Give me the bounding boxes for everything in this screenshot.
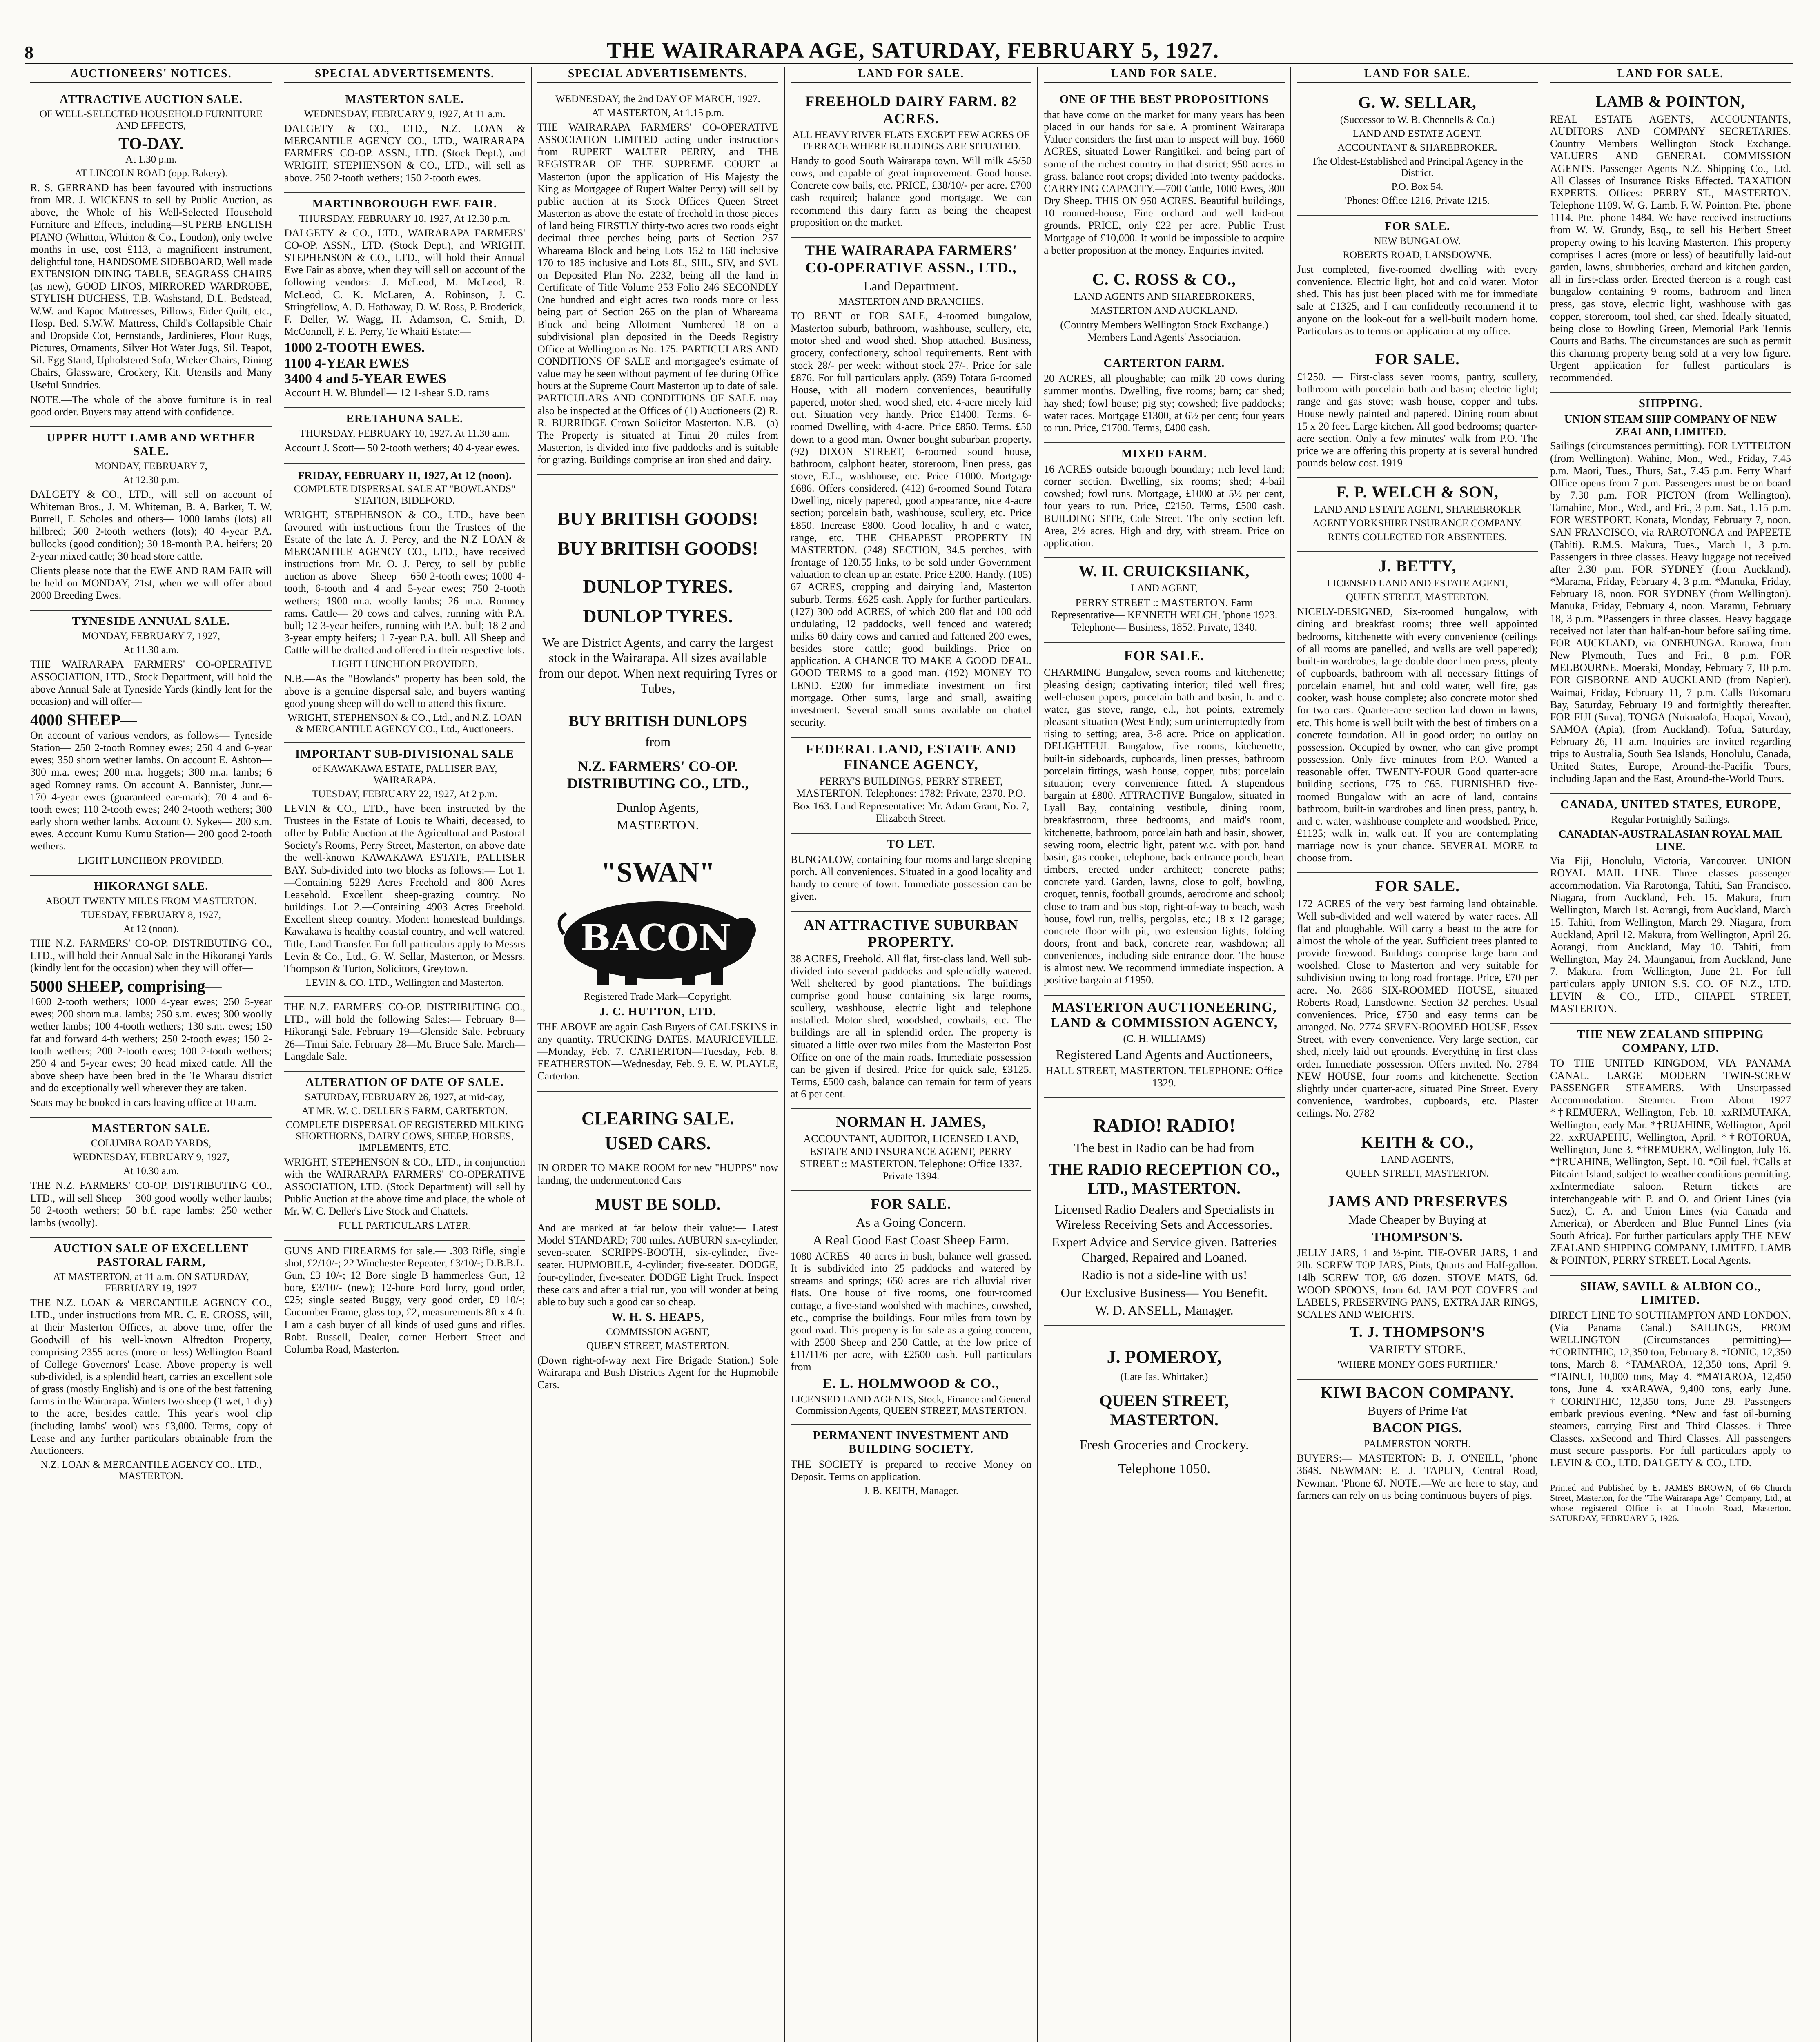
company-name: E. L. HOLMWOOD & CO., [822,1375,1000,1391]
ad-note: N.B.—As the "Bowlands" property has been sold, the above is a genuine dispersal sale, and buyers wanting good young sheep will do well to attend this fixture. [284,673,525,709]
ad-title: KIWI BACON COMPANY. [1321,1384,1514,1402]
ad-line: Licensed Radio Dealers and Specialists in Wireless Receiving Sets and Accessories. [1054,1202,1274,1232]
ad-line: LAND AND ESTATE AGENT, [1352,128,1482,139]
ad-title: AUCTION SALE OF EXCELLENT PASTORAL FARM, [53,1242,249,1269]
ad-date: WEDNESDAY, FEBRUARY 9, 1927, At 11 a.m. [304,109,506,120]
ad-body: TO RENT or FOR SALE, 4-roomed bungalow, Masterton suburb, bathroom, washhouse, scullery, etc, motor shed and wood shed. Shop attached. Business, grocery, confectionery, school requirements. Rent with stock 28/- per week; without stock 27/-. Price for sale £876. For full particulars apply. (359) Totara 6-roomed House, with all modern conveniences, beautifully papered, motor shed, wood shed, etc. 4-acre nicely laid out. Situation very handy. Price £1400. Terms. 6-roomed Dwelling, with 4-acre. Price £850. Terms. £50 down to a good man. Owner bought suburban property. (92) DIXON STREET, 6-roomed sound house, bathroom, calphont heater, storeroom, linen press, gas stove, E.L., washhouse, etc. Price £1000. Mortgage £686. Offers considered. (412) 6-roomed Sound Totara Dwelling, nicely papered, good appearance, nice 4-acre section; porcelain bath, washhouse, scullery, etc. Price £850. Increase £800. Good locality, h and c water, range, etc. THE CHEAPEST PROPERTY IN MASTERTON. (248) SECTION, 34.5 perches, with frontage of 120.55 links, to be sold under Government valuation to clean up an estate. Price £200. Handy. (105) 67 ACRES, cropping and dairying land, Masterton suburb. Terms. £625 cash. Apply for further particulars. (127) 300 odd ACRES, of which 200 flat and 100 odd undulating, 12 paddocks, well fenced and watered; milks 60 dairy cows and carried and fattened 200 ewes, besides store cattle; good buildings. Price on application. A CHANCE TO MAKE A GOOD DEAL. GOOD TERMS to a good man. (192) MONEY TO LEND. £200 for immediate investment on first mortgage. Other sums, large and small, awaiting investment. Several small sums available on chattel security. [791,310,1031,729]
bacon-logo-text: BACON [580,916,731,959]
ad-masterton-sale-2 [284,89,525,193]
ad-body: THE ABOVE are again Cash Buyers of CALFSKINS in any quantity. TRUCKING DATES. MAURICEVILLE.—Monday, Feb. 7. CARTERTON—Tuesday, Feb. 8. FEATHERSTON—Wednesday, Feb. 9. E. W. PLAYLE, Carterton. [537,1021,778,1082]
ad-date: MONDAY, FEBRUARY 7, [95,460,207,472]
ad-wairarapa-farmers-land [791,238,1031,738]
ad-title: TYNESIDE ANNUAL SALE. [72,615,230,628]
ad-body: 20 ACRES, all ploughable; can milk 20 cows during summer months. Dwelling, five rooms; barn; car shed; hay shed; fowl house; pig sty; cowshed; five paddocks; water races. Mortgage £1300, at 6½ per cent; four years to run. Price, £1700. Terms, £400 cash. [1044,372,1285,434]
ad-nz-shipping-company [1550,1024,1791,1276]
ad-line: Telephone 1050. [1118,1461,1211,1476]
column-heading: SPECIAL ADVERTISEMENTS. [284,67,525,83]
ad-subtitle-2: COMPLETE DISPERSAL OF REGISTERED MILKING SHORTHORNS, DAIRY COWS, SHEEP, HORSES, IMPLEMENTS, ETC. [285,1119,524,1153]
ad-body: We are District Agents, and carry the largest stock in the Wairarapa. All sizes available from our depot. When next requiring Tyres or Tubes, [538,635,777,696]
ad-line: 'WHERE MONEY GOES FURTHER.' [1337,1359,1497,1371]
ad-subtitle-2: CANADIAN-AUSTRALASIAN ROYAL MAIL LINE. [1558,827,1783,853]
ad-subtitle-3: RENTS COLLECTED FOR ABSENTEES. [1328,532,1507,543]
ad-body: CHARMING Bungalow, seven rooms and kitchenette; pleasing design; captivating interior; tiled well fires; well-chosen papers, porcelain bath and basin, h. and c. water, gas stove, range, e.l., hot points, extremely pleasant situation (West End); sum uninterruptedly from rising to setting; area, 3-8 acre. Price on application. DELIGHTFUL Bungalow, five rooms, kitchenette, built-in sideboards, cupboards, linen presses, bathroom porcelain fittings, wash house, copper, tubs; porcelain situation; every convenience fitted. A stupendous bargain at £800. ATTRACTIVE Bungalow, situated in Lyall Bay, containing vestibule, dining room, breakfastroom, three bedrooms, and maid's room, kitchenette, bathroom, porcelain bath and basin, shower, sewing room, electric light, patent w.c. with por. hand basin, gas cooker, telephone, back entrance porch, heart timbers, erected under architect; concrete paths; concrete yard. Garden, lawns, close to golf, bowling, croquet, tennis, football grounds, aerodrome and school; close to tram and bus stop, right-of-way to beach, wash house, fowl run, trellis, pergolas, etc.; 18 x 12 garage; concrete floor with pit, two extension lights, folding doors, front and back, concrete rear, washdown; all conveniences, including side entrance door. The house is almost new. We recommend immediate inspection. A positive bargain at £1950. [1044,666,1285,986]
ad-subtitle: UNION STEAM SHIP COMPANY OF NEW ZEALAND, LIMITED. [1564,413,1777,438]
ad-body: 1080 ACRES—40 acres in bush, balance well grassed. It is subdivided into 25 paddocks and watered by streams and springs; 650 acres are rich alluvial river flats. One house of five rooms, one four-roomed cottage, a five-stand woolshed with machines, cowshed, etc., comprise the buildings. Four miles from town by good road. This property is for sale as a going concern, with 2500 Sheep and 250 Cattle, at the low price of £11/11/6 per acre, with £2500 cash. Full particulars from [791,1250,1031,1373]
ad-line: ACCOUNTANT & SHAREBROKER. [1337,142,1497,153]
newspaper-title: THE WAIRARAPA AGE, SATURDAY, FEBRUARY 5, 1927. [606,38,1220,62]
ad-note: Seats may be booked in cars leaving office at 10 a.m. [30,1097,257,1109]
ad-body: 16 ACRES outside borough boundary; rich level land; corner section. Dwelling, six rooms; shed; 4-bail cowshed; fowl runs. Mortgage, £1000 at 5½ per cent, four years to run. Price, £2150. Terms, £500 cash. BUILDING SITE, Cole Street. The only section left. Area, 2½ acres. High and dry, with stream. Price on application. [1044,463,1285,549]
ad-cruickshank [1044,558,1285,642]
company-name: J. C. HUTTON, LTD. [599,1005,717,1018]
ad-title: FOR SALE. [1384,220,1450,233]
ad-body: JELLY JARS, 1 and ½-pint. TIE-OVER JARS, 1 and 2lb. SCREW TOP JARS, Pints, Quarts and Half-gallon. 14lb SCREW TOP, 6/6 dozen. STOVE MATS, 6d. WOOD SPOONS, from 6d. JAM POT COVERS and LABELS, PRESERVING PANS, EXTRA JAR RINGS, SCALES AND WEIGHTS. [1297,1247,1538,1321]
ad-body: PERRY STREET :: MASTERTON. Farm Representative— KENNETH WELCH, 'phone 1923. Telephone— Business, 1852. Private, 1340. [1051,597,1278,633]
ad-title: FREEHOLD DAIRY FARM. 82 ACRES. [805,93,1017,127]
ad-body: REAL ESTATE AGENTS, ACCOUNTANTS, AUDITORS AND COMPANY SECRETARIES. Country Members Wellington Stock Exchange. VALUERS AND GENERAL COMMISSION AGENTS. Passenger Agents N.Z. Shipping Co., Ltd. All Classes of Insurance Risks Effected. TAXATION EXPERTS. Offices: PERRY ST., MASTERTON. Telephone 1109. W. G. Lamb. F. W. Pointon. Pte. 'phone 1114. Pte. 'phone 1484. We have received instructions from W. W. Grundy, Esq., to sell his Herbert Street property owing to his leaving Masterton. This property comprises 1 acres (more or less) of beautifully laid-out garden, lawns, shrubberies, orchard and kitchen garden, all in first-class order. Erected thereon is a rough cast bungalow containing 9 rooms, bathroom and linen press, gas stove, electric light, washhouse with gas copper, storeroom, tool shed, car shed. Ideally situated, being close to Bowling Green, Memorial Park Tennis Courts and Baths. The circumstances are such as permit this charming property being sold at a very low figure. Urgent application for fullest particulars is recommended. [1550,113,1791,384]
ad-body: LEVIN & CO., LTD., have been instructed by the Trustees in the Estate of Louis te Whaiti, deceased, to offer by Public Auction at the Agricultural and Pastoral Society's Rooms, Perry Street, Masterton, on above date the well-known KAWAKAWA ESTATE, PALLISER BAY. Sub-divided into two blocks as follows:— Lot 1.—Containing 5229 Acres Freehold and 800 Acres Leasehold. Excellent sheep-grazing country. No buildings. Lot 2.—Containing 4903 Acres Freehold. Excellent sheep country. Modern homestead buildings. Kawakawa is healthy coastal country, and well watered. Title, Land Transfer. For full particulars apply to Messrs Levin & Co., Ltd., G. W. Sellar, Masterton, or Messrs. Thompson & Turton, Solicitors, Greytown. [284,802,525,974]
ad-seven-rooms [1297,346,1538,478]
ad-shaw-savill [1550,1276,1791,1478]
ad-bowlands-dispersal [284,464,525,743]
ad-pomeroy-groceries [1044,1326,1285,1485]
ad-signature: N.Z. LOAN & MERCANTILE AGENCY CO., LTD., MASTERTON. [40,1459,262,1482]
ad-body: BUYERS:— MASTERTON: B. J. O'NEILL, 'phone 364S. NEWMAN: E. J. TAPLIN, Central Road, Newman. 'Phone 6J. NOTE.—We are here to stay, and farmers can rely on us being continuous buyers of pigs. [1297,1452,1538,1501]
ad-title: W. H. CRUICKSHANK, [1078,563,1250,580]
ad-eretahuna-sale [284,408,525,463]
ad-date: AT MASTERTON, at 11 a.m. ON SATURDAY, FEBRUARY 19, 1927 [53,1271,249,1294]
ad-subtitle: ABOUT TWENTY MILES FROM MASTERTON. [45,895,257,907]
ad-title: UPPER HUTT LAMB AND WETHER SALE. [47,431,256,458]
ad-title: SHAW, SAVILL & ALBION CO., LIMITED. [1580,1280,1761,1306]
ad-title: G. W. SELLAR, [1358,93,1477,111]
company-name: THE RADIO RECEPTION CO., LTD., MASTERTON. [1049,1160,1280,1198]
ad-body: WRIGHT, STEPHENSON & CO., LTD., in conjunction with the WAIRARAPA FARMERS' CO-OPERATIVE ASSOCIATION, LTD. (Stock Department) will sell by Public Auction at the above time and place, the whole of Mr. W. C. Deller's Live Stock and Chattels. [284,1156,525,1217]
ad-line: N.Z. FARMERS' CO-OP. DISTRIBUTING CO., LTD., [567,758,749,791]
ad-body: DALGETY & CO., LTD., WAIRARAPA FARMERS' CO-OP. ASSN., LTD. (Stock Dept.), and WRIGHT, STEPHENSON & CO., LTD., will hold their Annual Ewe Fair as above, when they will sell on account of the following vendors:—J. McLeod, M. McLeod, R. McLeod, C. K. McLaren, A. Robinson, J. C. Stringfellow, A. D. Hathaway, D. W. Ross, P. Broderick, F. Deller, W. Wagg, H. Adamson, C. Smith, D. McConnell, F. E. Perry, Te Whaiti Estate:— [284,227,525,338]
ad-line: Our Exclusive Business— You Benefit. [1060,1285,1268,1300]
ad-subtitle: OF WELL-SELECTED HOUSEHOLD FURNITURE AND EFFECTS, [39,109,263,131]
ad-subtitle: COLUMBA ROAD YARDS, [91,1138,212,1149]
ad-title: J. BETTY, [1378,557,1457,575]
ad-title: J. POMEROY, [1107,1346,1222,1367]
ad-body: THE WAIRARAPA FARMERS' CO-OPERATIVE ASSOCIATION LIMITED acting under instructions from RUPERT WALTER PERRY, and THE REGISTRAR OF THE SUPREME COURT at Masterton (upon the application of His Majesty the King as Mortgagee of Rupert Walter Perry) will sell by public auction at its Stock Offices Queen Street Masterton as above the estate of freehold in those pieces of land being FIRSTLY thirty-two acres two roods eight decimal three perches being parts of Section 257 Whareama Block and being Lots 152 to 160 inclusive 170 to 185 inclusive and Lots 8L, SIIL, SIV, and SVL on Deposited Plan No. 2232, being all the land in Certificate of Title Volume 253 Folio 246 SECONDLY One hundred and eight acres two roods more or less being part of Section 265 on the plan of Whareama Block and being Allotment Numbered 18 on a subdivisional plan deposited in the Deeds Registry Office at Wellington as No. 175. PARTICULARS AND CONDITIONS OF SALE and mortgagee's estimate of value may be seen without payment of fee during Office hours at the Supreme Court Masterton up to date of sale. PARTICULARS AND CONDITIONS OF SALE may also be inspected at the Offices of (1) Auctioneers (2) R. R. BURRIDGE Crown Solicitor Masterton. N.B.—(a) The Property is situated at Tinui 20 miles from Masterton, is divided into five paddocks and is suitable for grazing. Buildings comprise an iron shed and dairy. [537,121,778,466]
ad-martinborough-ewe-fair [284,193,525,408]
company-name: T. J. THOMPSON'S [1350,1324,1485,1340]
ad-title: THE NEW ZEALAND SHIPPING COMPANY, LTD. [1577,1028,1764,1054]
ad-subtitle-2: MASTERTON AND BRANCHES. [838,296,984,307]
ad-subtitle-2: QUEEN STREET, MASTERTON. [1346,592,1489,603]
ad-lunch: LIGHT LUNCHEON PROVIDED. [332,659,478,670]
ad-to-let [791,834,1031,912]
ad-radio-reception [1044,1098,1285,1326]
ad-title: FOR SALE. [871,1196,951,1212]
ad-sheep-count: 4000 SHEEP— [30,711,137,729]
ad-title: LAMB & POINTON, [1596,93,1745,110]
ad-body: Handy to good South Wairarapa town. Will milk 45/50 cows, and capable of great improvement. Good house. Concrete cow bails, etc. PRICE, £38/10/- per acre. £700 cash required; balance good mortgage. We can recommend this dairy farm as being the cheapest proposition on the market. [791,155,1031,228]
column-heading: AUCTIONEERS' NOTICES. [30,67,272,83]
ad-body: THE N.Z. FARMERS' CO-OP. DISTRIBUTING CO., LTD., will hold the following Sales:— February 8—Hikorangi Sale. February 19—Glenside Sale. February 26—Tinui Sale. February 28—Mt. Bruce Sale. March—Langdale Sale. [284,1001,525,1062]
ad-signature: W. D. ANSELL, Manager. [1095,1302,1234,1317]
ad-building-society [791,1425,1031,1504]
ad-line: DUNLOP TYRES. [583,606,733,627]
ad-line: 1100 4-YEAR EWES [284,356,410,371]
ad-pastoral-farm [30,1238,272,1489]
ad-title: CLEARING SALE. [581,1108,735,1128]
ad-subtitle: COMMISSION AGENT, [606,1326,710,1338]
ad-title: PERMANENT INVESTMENT AND BUILDING SOCIETY. [813,1429,1009,1456]
ad-body: Via Fiji, Honolulu, Victoria, Vancouver. UNION ROYAL MAIL LINE. Three classes passenger accommodation. Via Rarotonga, Tahiti, San Francisco. Niagara, from Auckland, Feb. 15. Makura, from Wellington, March 1st. Aorangi, from Auckland, March 15. Tahiti, from Wellington, March 29. Niagara, from Auckland, April 12. Makura, from Wellington, April 26. Aorangi, from Auckland, May 10. Tahiti, from Wellington, May 24. Maunganui, from Auckland, June 7. Makura, from Wellington, June 21. For full particulars apply UNION S.S. CO. OF N.Z., LTD. LEVIN & CO., LTD., CHAPEL STREET, MASTERTON. [1550,854,1791,1014]
ad-subtitle: Buyers of Prime Fat [1368,1404,1467,1418]
ad-subtitle-2: MASTERTON AND AUCKLAND. [1090,305,1238,316]
ad-title: THE WAIRARAPA FARMERS' CO-OPERATIVE ASSN., LTD., [804,242,1018,276]
ad-carterton-farm [1044,352,1285,443]
ad-subtitle-2: QUEEN STREET, MASTERTON. [1346,1168,1489,1179]
ad-body: DIRECT LINE TO SOUTHAMPTON AND LONDON. (Via Panama Canal.) SAILINGS, FROM WELLINGTON (Circumstances permitting)— †CORINTHIC, 12,350 ton, February 8. †IONIC, 12,350 tons, March 8. *TAMAROA, 12,350 tons, April 9. *TAINUI, 10,000 tons, May 4. *MATAROA, 12,450 tons, June 4. xxARAWA, 9,400 tons, early June. †CORINTHIC, 12,350 tons, June 29. Passengers embark previous evening. *New and fast oil-burning steamers, carrying First and Third Classes. †Three Classes. xxSecond and Third Classes. All passengers must secure passports. For full particulars apply to LEVIN & CO., LTD. DALGETY & CO., LTD. [1550,1309,1791,1469]
ad-dairy-farm [791,89,1031,238]
ad-account: Account H. W. Blundell— 12 1-shear S.D. rams [284,387,489,399]
ad-note: NOTE.—The whole of the above furniture is in real good order. Buyers may attend with confidence. [30,393,272,418]
ad-subtitle: (C. H. WILLIAMS) [1123,1033,1205,1044]
ad-attractive-auction [30,89,272,427]
ad-date: FRIDAY, FEBRUARY 11, 1927, At 12 (noon). [297,469,512,482]
ad-subtitle-2: Registered Land Agents and Auctioneers, [1056,1047,1273,1062]
ad-guns-firearms [284,1241,525,1364]
ad-tyneside-sale [30,611,272,875]
column-auctioneers [25,67,278,2042]
ad-time: At 12.30 p.m. [123,474,180,486]
ad-title: CARTERTON FARM. [1103,357,1225,370]
ad-body: Account J. Scott— 50 2-tooth wethers; 40 4-year ewes. [284,442,520,454]
ad-title: FOR SALE. [1124,647,1205,664]
ad-note: Clients please note that the EWE AND RAM FAIR will be held on MONDAY, 21st, when we will offer about 2000 Breeding Ewes. [30,564,272,602]
ad-subtitle: (Late Jas. Whittaker.) [1120,1371,1208,1382]
ad-title: FOR SALE. [1375,350,1460,368]
ad-body: IN ORDER TO MAKE ROOM for new "HUPPS" now landing, the undermentioned Cars [537,1161,778,1186]
ad-title: C. C. ROSS & CO., [1092,270,1236,288]
ad-subtitle-2: AGENT YORKSHIRE INSURANCE COMPANY. [1312,518,1522,529]
printer-imprint [1550,1478,1791,1532]
ad-line: BUY BRITISH GOODS! [557,538,758,559]
ad-title: ONE OF THE BEST PROPOSITIONS [1059,93,1269,106]
ad-subtitle: Land Department. [863,278,959,293]
ad-subtitle: Regular Fortnightly Sailings. [1611,814,1730,825]
ad-norman-james [791,1109,1031,1191]
ad-title: RADIO! RADIO! [1093,1115,1236,1136]
ad-body: THE WAIRARAPA FARMERS' CO-OPERATIVE ASSOCIATION, LTD., Stock Department, will hold the above Annual Sale at Tyneside Yards (kindly lent for the occasion) and will offer— [30,658,272,707]
ad-line: from [645,734,671,749]
ad-date: MONDAY, FEBRUARY 7, 1927, [82,631,221,642]
ad-subtitle: COMPLETE DISPERSAL SALE AT "BOWLANDS" STATION, BIDEFORD. [294,483,516,506]
ad-hikorangi-sale [30,876,272,1118]
ad-lamb-pointon [1550,89,1791,393]
ad-title: JAMS AND PRESERVES [1327,1193,1508,1210]
masthead [25,29,1793,64]
ad-body: THE SOCIETY is prepared to receive Money on Deposit. Terms on application. [791,1458,1031,1482]
ad-body: DALGETY & CO., LTD., will sell on account of Whiteman Bros., J. M. Whiteman, B. A. Barker, T. W. Burrell, F. Scholes and others— 1000 lambs (lots) all hillbred; 500 2-tooth wethers (lots); 40 4-year P.A. bullocks (good condition); 30 18-month P.A. heifers; 20 2-year mixed cattle; 30 head store cattle. [30,488,272,562]
ad-signature: WRIGHT, STEPHENSON & CO., Ltd., and N.Z. LOAN & MERCANTILE AGENCY CO., Ltd., Auctioneers. [287,712,522,735]
ad-subtitle: LAND AGENT, [1131,583,1198,594]
ad-subtitle: AT MR. W. C. DELLER'S FARM, CARTERTON. [301,1105,508,1117]
ad-title: AN ATTRACTIVE SUBURBAN PROPERTY. [804,916,1018,950]
ad-time: At 12 (noon). [123,923,179,934]
ad-date: THURSDAY, FEBRUARY 10, 1927, At 12.30 p.m. [299,213,510,224]
ad-body: WRIGHT, STEPHENSON & CO., LTD., have been favoured with instructions from the Trustees of the Estate of the late A. J. Percy, and the N.Z LOAN & MERCANTILE AGENCY CO., LTD., have received instructions from Mr. O. J. Percy, to sell by public auction as above— Sheep— 650 2-tooth ewes; 1000 4-tooth, 6-tooth and 4 and 5-year ewes; 750 2-tooth wethers; 1900 m.a. woolly lambs; 26 m.a. Romney rams. Cattle— 20 cows and calves, running with P.A. bull; 12 3-year heifers, running with P.A. bull; 18 2 and 3-year empty heifers; 1 7-year P.A. bull. All Sheep and Cattle will be drafted and offered in their respective lots. [284,508,525,656]
ad-line: The best in Radio can be had from [1074,1140,1254,1155]
ad-subtitle: NEW BUNGALOW. [1374,236,1461,247]
ad-title: ALTERATION OF DATE OF SALE. [305,1075,504,1089]
ad-title: MASTERTON SALE. [91,1122,211,1135]
ad-body: ACCOUNTANT, AUDITOR, LICENSED LAND, ESTATE AND INSURANCE AGENT, PERRY STREET :: MASTERTON. Telephone: Office 1337. Private 1394. [800,1133,1022,1182]
ad-mortgagee-sale [537,89,778,475]
company-name: W. H. S. HEAPS, [611,1311,704,1324]
ad-body: 172 ACRES of the very best farming land obtainable. Well sub-divided and well watered by water races. All flat and ploughable. Will carry a beast to the acre for almost the whole of the year. Sufficient trees planted to provide firewood. Buildings comprise large barn and woolshed. Close to Masterton and very suitable for subdivision owing to long road frontage. Price, £70 per acre. No. 2686 SIX-ROOMED HOUSE, situated Roberts Road, Lansdowne. Section 32 perches. Usual conveniences. Price, £750 and easy terms can be arranged. No. 2774 SEVEN-ROOMED HOUSE, Essex Street, with every convenience. Very large section, car shed, nicely laid out grounds. Everything in first class order. Immediate possession. Offers invited. No. 2784 NEW HOUSE, four rooms and kitchenette. Section slightly under quarter-acre, situated Pine Street. Every convenience, wardrobes, cupboards, etc. Plaster ceilings. No. 2782 [1297,898,1538,1119]
ad-federal-land [791,738,1031,834]
ad-body: GUNS AND FIREARMS for sale.— .303 Rifle, single shot, £2/10/-; 22 Winchester Repeater, £3/10/-; D.B.B.L. Gun, £3 10/-; 12 Bore single B hammerless Gun, 12 bore, £3/10/- (new); 12-bore Ford lorry, good order, £25; single seated Buggy, very good order, £9 10/-; Cucumber Frame, glass top, £2, measurements 8ft x 4 ft. I am a cash buyer of all kinds of used guns and rifles. Robt. Russell, Dealer, corner Herbert Street and Columba Road, Masterton. [284,1244,525,1355]
ad-mixed-farm [1044,443,1285,558]
ad-title-2: USED CARS. [605,1133,711,1153]
ad-subtitle-2: A Real Good East Coast Sheep Farm. [813,1233,1009,1247]
ad-title: F. P. WELCH & SON, [1336,483,1499,502]
ad-list: On account of various vendors, as follows— Tyneside Station— 250 2-tooth Romney ewes; 250 4 and 6-year ewes; 350 shorn wether lambs. On account E. Ashton— 300 m.a. ewes; 200 m.a. hoggets; 300 m.a. lambs; 6 aged Romney rams. On account A. Bannister, Junr.— 170 4-year ewes (guaranteed ear-mark); 70 4 and 6-tooth ewes; 110 2-tooth ewes; 240 2-tooth wethers; 300 early shorn wether lambs. Account O. Sykes— 200 s.m. ewes. Account Kumu Kumu Station— 200 good 2-tooth wethers. [30,729,272,852]
ad-line: MASTERTON. [617,817,699,832]
brand-name: "SWAN" [601,856,715,888]
ad-body: NICELY-DESIGNED, Six-roomed bungalow, with dining and breakfast rooms; three well appointed bedrooms, kitchenette with every convenience (ceilings of all rooms are panelled, and walls are well papered); built-in wardrobes, large double door linen press, plenty of cupboards, bathroom with all necessary fittings of porcelain enamel, hot and cold water, well fire, gas cooker, wash house complete; also concrete motor shed for two cars. Quarter-acre section laid down in lawns, etc. This home is well built with the best of timbers on a concrete foundation. All in good order; no outlay on possession. Occupied by owner, who can give prompt possession. Only five minutes from P.O. Wanted a reasonable offer. TWENTY-FOUR Good quarter-acre building sections, £75 to £65. FURNISHED five-roomed Bungalow with an acre of land, contains bathroom, built-in wardrobes and linen press, pantry, h. and c. water, washhouse complete and woodshed. Price, £1125; walk in, walk out. If you are contemplating marriage now is your chance. SEVERAL MORE to choose from. [1297,606,1538,864]
ad-line: 1000 2-TOOTH EWES. [284,340,425,356]
ad-subtitle: As a Going Concern. [855,1215,967,1230]
ad-line: Expert Advice and Service given. Batteries Charged, Repaired and Loaned. [1051,1235,1277,1265]
ad-new-bungalow [1297,216,1538,346]
ad-time: At 10.30 a.m. [123,1166,179,1177]
ad-title: KEITH & CO., [1361,1133,1474,1152]
column-land-for-sale-1 [784,67,1037,2042]
ad-body: £1250. — First-class seven rooms, pantry, scullery, bathroom with porcelain bath and basin; electric light; range and gas stove; wash house, copper and tubs. House newly painted and papered. Dining room about 15 x 20 feet. Large kitchen. All good bedrooms; quarter-acre section. Only a few minutes' walk from P.O. The price we are offering this property at is several hundred pounds below cost. 1919 [1297,370,1538,469]
ad-welch-son [1297,478,1538,552]
ad-body: Just completed, five-roomed dwelling with every convenience. Electric light, hot and cold water. Motor shed. This has just been placed with me for immediate sale at £1325, and I can confidently recommend it to anyone on the look-out for a well-built modern home. Particulars as to terms on application at my office. [1297,263,1538,337]
ad-subtitle: ALL HEAVY RIVER FLATS EXCEPT FEW ACRES OF TERRACE WHERE BUILDINGS ARE SITUATED. [792,129,1030,152]
ad-title: FEDERAL LAND, ESTATE AND FINANCE AGENCY, [806,742,1016,773]
ad-sellar [1297,89,1538,216]
ad-line: VARIETY STORE, [1369,1343,1466,1357]
ad-footer: FULL PARTICULARS LATER. [338,1220,471,1231]
ad-subtitle: (Successor to W. B. Chennells & Co.) [1340,114,1495,125]
ad-nz-farmers-sales [284,997,525,1072]
column-heading: LAND FOR SALE. [1044,67,1285,83]
ad-title: SHIPPING. [1638,397,1703,410]
imprint-text: Printed and Published by E. JAMES BROWN, of 66 Church Street, Masterton, for the "The Wairarapa Age" Company, Ltd., at whose registered Office is at Lincoln Road, Masterton. SATURDAY, FEBRUARY 5, 1926. [1550,1482,1791,1524]
ad-subtitle: LAND AGENTS AND SHAREBROKERS, [1074,291,1254,302]
ad-suburban-property [791,912,1031,1110]
ad-signature: LEVIN & CO. LTD., Wellington and Masterton. [305,977,504,989]
ad-address: QUEEN STREET, MASTERTON. [586,1340,730,1351]
ad-must-sell: MUST BE SOLD. [595,1195,721,1213]
ad-body: THE N.Z. LOAN & MERCANTILE AGENCY CO., LTD., under instructions from MR. C. E. CROSS, will, at their Masterton Offices, at above time, offer the Goodwill of his well-known Alfredton Property, comprising 2355 acres (more or less) Wellington Board of College Governors' Lease. Above property is well sub-divided, is a splendid heart, carries an excellent sole of grass (mostly English) and is one of the best fattening farms in the Wairarapa. Winters two sheep (1 wet, 1 dry) to the acre, besides cattle. This year's wool clip (including lambs' wool) was £3,000. Terms, copy of Lease and any further particulars obtainable from the Auctioneers. [30,1297,272,1456]
ad-body: DALGETY & CO., LTD., N.Z. LOAN & MERCANTILE AGENCY CO., LTD., WAIRARAPA FARMERS' CO-OP. ASSN., LTD. (Stock Dept.), and WRIGHT, STEPHENSON & CO., LTD., will sell as above. 250 2-tooth wethers; 150 2-tooth ewes. [284,123,525,184]
ad-bungalows-for-sale [1044,643,1285,996]
ad-subtitle-2: ROBERTS ROAD, LANSDOWNE. [1343,250,1492,261]
ad-line: Radio is not a side-line with us! [1081,1267,1247,1282]
ad-line: BUY BRITISH DUNLOPS [568,712,747,730]
ad-line: P.O. Box 54. [1391,181,1444,192]
ad-canadian-australasian [1550,794,1791,1024]
column-special-ads-1 [278,67,531,2042]
ad-body: THE N.Z. FARMERS' CO-OP. DISTRIBUTING CO., LTD., will hold their Annual Sale in the Hikorangi Yards (kindly lent for the occasion) when they will offer— [30,937,272,974]
ad-time: At 11.30 a.m. [123,644,179,656]
page-number: 8 [25,42,33,62]
ad-place: AT MASTERTON, At 1.15 p.m. [592,107,724,118]
ad-body: PERRY'S BUILDINGS, PERRY STREET, MASTERTON. Telephones: 1782; Private, 2370. P.O. Box 163. Land Representative: Mr. Adam Grant, No. 7, Elizabeth Street. [793,775,1029,824]
ad-place: AT LINCOLN ROAD (opp. Bakery). [74,168,228,179]
ad-body: HALL STREET, MASTERTON. TELEPHONE: Office 1329. [1045,1064,1283,1089]
ad-alteration-of-date [284,1072,525,1241]
ad-today: TO-DAY. [118,134,184,153]
ad-date: WEDNESDAY, FEBRUARY 9, 1927, [73,1152,229,1163]
column-heading: SPECIAL ADVERTISEMENTS. [537,67,778,83]
ad-title: MASTERTON AUCTIONEERING, LAND & COMMISSION AGENCY, [1050,999,1278,1030]
ad-body: BUNGALOW, containing four rooms and large sleeping porch. All conveniences. Situated in a good locality and handy to centre of town. Immediate possession can be given. [791,853,1031,903]
ad-body: Sailings (circumstances permitting). FOR LYTTELTON (from Wellington). Wahine, Mon., Wed., Friday, 7.45 p.m. Maori, Tues., Thurs, Sat., 7.45 p.m. Ferry Wharf Office opens from 7 p.m. Passengers must be on board by 7.30 p.m. FOR PICTON (from Wellington). Tamahine, Mon., Wed., and Fri., 3 p.m. Sat., 1.15 p.m. FOR WESTPORT. Konata, Monday, February 7, noon. SAN FRANCISCO, via RAROTONGA and PAPEETE (Tahiti). R.M.S. Makura, Tues., March 1, 3 p.m. Passengers in three classes. Heavy luggage not received after 2.30 p.m. FOR SYDNEY (from Auckland). *Marama, Friday, February 4, 3 p.m. *Manuka, Friday, February 18, noon. FOR SYDNEY (from Wellington). Manuka, Friday, February 4, noon. Maramu, February 18, 3 p.m. *Passengers in three classes. Heavy baggage received not later than half-an-hour before sailing time. FOR AUCKLAND, via ONEHUNGA. Rarawa, from New Plymouth, Tues and Fri., 8 p.m. FOR MELBOURNE. Moeraki, Monday, February 7, 10 p.m. FOR GISBORNE AND AUCKLAND (from Napier). Waimai, Friday, February 11, 7 p.m. Calls Tokomaru Bay, Saturday, February 19 and fortnightly thereafter. FOR FIJI (Suva), TONGA (Nukualofa, Haapai, Vavau), SAMOA (Apia), (from Auckland). Tofua, Saturday, February 26, 11 a.m. Inquiries are invited regarding trips to Australia, South Sea Islands, Honolulu, Canada, United States, Europe, Around-the-Pacific Tours, including Japan and the East, Around-the-World Tours. [1550,440,1791,785]
ad-used-cars [537,1092,778,1400]
ad-body: THE N.Z. FARMERS' CO-OP. DISTRIBUTING CO., LTD., will sell Sheep— 300 good woolly wether lambs; 50 2-tooth wethers; 50 b.f. rape lambs; 250 wether lambs (woolly). [30,1179,272,1228]
ad-date: SATURDAY, FEBRUARY 26, 1927, at mid-day, [305,1091,505,1103]
ad-title: TO LET. [887,837,936,851]
ad-sheep-count: 5000 SHEEP, comprising— [30,977,222,996]
ad-subtitle-2: BACON PIGS. [1372,1420,1462,1436]
ad-masterton-sale [30,1118,272,1238]
ad-title: ATTRACTIVE AUCTION SALE. [59,93,243,106]
ad-keith-co [1297,1128,1538,1188]
ad-body: that have come on the market for many years has been placed in our hands for sale. A prominent Wairarapa Valuer considers the first man to inspect will buy. 1660 ACRES, situated Lower Rangitikei, and being part of some of the richest country in that district; 950 acres in grass, balance root crops; divided into twenty paddocks. CARRYING CAPACITY.—700 Cattle, 1000 Ewes, 300 Dry Sheep. THIS ON 950 ACRES. Beautiful buildings, 10 roomed-house, Fine orchard and well laid-out grounds. PRICE, only £22 per acre. Public Trust Mortgage of £10,000. It would be impossible to acquire a better proposition at the money. Enquiries invited. [1044,109,1285,256]
ad-signature: J. B. KEITH, Manager. [863,1485,959,1496]
ad-kiwi-bacon [1297,1380,1538,1510]
ad-line: QUEEN STREET, MASTERTON. [1099,1391,1229,1429]
ad-title: ERETAHUNA SALE. [346,412,463,426]
ad-subtitle: of KAWAKAWA ESTATE, PALLISER BAY, WAIRARAPA. [312,763,497,786]
ad-line: BUY BRITISH GOODS! [557,508,758,529]
ad-line: 'Phones: Office 1216, Private 1215. [1345,195,1490,206]
ad-subtitle: LAND AND ESTATE AGENT, SHAREBROKER [1314,504,1521,515]
ad-title: CANADA, UNITED STATES, EUROPE, [1560,798,1781,811]
ad-line: DUNLOP TYRES. [583,576,733,597]
ad-body: R. S. GERRAND has been favoured with instructions from MR. J. WICKENS to sell by Public Auction, as above, the Whole of his Well-Selected Household Furniture and Effects, including—SUPERB ENGLISH PIANO (Whitton, Whitton & Co., London), only twelve months in use, cost £113, a magnificent instrument, delightful tone, HANDSOME SIDEBOARD, Well made EXTENSION DINING TABLE, SEAGRASS CHAIRS (as new), GOOD LINOS, MIRRORED WARDROBE, STYLISH DUCHESS, T.B. Washstand, D.L. Bedstead, W.W. and Kapoc Mattresses, Pillows, Eider Quilt, etc., Hosp. Bed, S.W.W. Mattress, Child's Collapsible Chair and Dropside Cot, Fernstands, Jardinieres, Floor Rugs, Pictures, Ornaments, Silver Hot Water Jugs, Sil. Teapot, Sil. Egg Stand, Upholstered Sofa, Wicker Chairs, Dining Chairs, Glassware, Crockery, Kit. Utensils and Many Useful Sundries. [30,182,272,391]
pig-logo-icon [552,893,764,987]
ad-date: TUESDAY, FEBRUARY 8, 1927, [81,909,221,921]
ad-kawakawa-estate [284,743,525,997]
ad-subtitle: Made Cheaper by Buying at [1348,1213,1487,1227]
ad-upper-hutt-sale [30,427,272,611]
ad-body: 38 ACRES, Freehold. All flat, first-class land. Well sub-divided into several paddocks and splendidly watered. Well sheltered by good plantations. The buildings comprise good house containing six large rooms, scullery, washhouse, electric light and telephone installed. Motor shed, woodshed, cowbails, etc. The buildings are all in splendid order. The property is situated a little over two miles from the Masterton Post Office on one of the main roads. Immediate possession can be given if desired. Price for quick sale, £3125. Terms, £500 cash, balance can remain for term of years at 6 per cent. [791,952,1031,1100]
ad-title: IMPORTANT SUB-DIVISIONAL SALE [295,747,515,760]
ad-dunlop-tyres [537,475,778,852]
ad-title: HIKORANGI SALE. [94,879,209,893]
ad-body: (Country Members Wellington Stock Exchange.) Members Land Agents' Association. [1060,319,1268,343]
ad-time: At 1.30 p.m. [125,154,177,165]
ad-line: Fresh Groceries and Crockery. [1079,1437,1249,1453]
ad-title: MASTERTON SALE. [345,93,464,106]
ad-list: 1600 2-tooth wethers; 1000 4-year ewes; 250 5-year ewes; 200 shorn m.a. lambs; 250 s.m. ewes; 300 woolly wether lambs; 100 4-tooth wethers; 130 s.m. ewes; 150 fat and forward 4-th wethers; 250 2-tooth ewes; 150 2-tooth wethers; 200 2-tooth ewes; 100 2-tooth wethers; 250 4 and 5-year ewes; 30 head mixed cattle. All the above sheep have been bred in the Te Wharau district and do exceptionally well wherever they are taken. [30,996,272,1094]
column-land-for-sale-3 [1290,67,1544,2042]
ad-list: And are marked at far below their value:— Latest Model STANDARD; 700 miles. AUBURN six-cylinder, seven-seater. SCRIPPS-BOOTH, six-cylinder, five-seater. HUPMOBILE, 4-cylinder; five-seater. DODGE, four-cylinder, five-seater. DODGE Light Truck. Inspect these cars and after a trial run, you will wonder at being able to buy such a good car so cheap. [537,1222,778,1308]
column-heading: LAND FOR SALE. [1297,67,1538,83]
column-shipping [1544,67,1797,2042]
column-land-for-sale-2 [1037,67,1290,2042]
ad-lunch: LIGHT LUNCHEON PROVIDED. [78,855,224,866]
ad-title: NORMAN H. JAMES, [836,1114,986,1130]
ad-title: FOR SALE. [1375,878,1460,895]
trademark-note: Registered Trade Mark—Copyright. [584,991,732,1002]
ad-signature: LICENSED LAND AGENTS, Stock, Finance and General Commission Agents, QUEEN STREET, MASTERTON. [791,1393,1031,1416]
ad-line: Dunlop Agents, [617,800,699,815]
column-special-ads-2 [531,67,784,2042]
ad-subtitle: LICENSED LAND AND ESTATE AGENT, [1326,578,1508,589]
ad-subtitle: LAND AGENTS, [1381,1154,1454,1166]
ad-date: THURSDAY, FEBRUARY 10, 1927. At 11.30 a.m. [299,428,510,439]
ad-date: TUESDAY, FEBRUARY 22, 1927, At 2 p.m. [312,788,498,800]
ad-jams-preserves [1297,1188,1538,1380]
column-heading: LAND FOR SALE. [791,67,1031,83]
ad-union-steam-ship [1550,393,1791,794]
ad-body: TO THE UNITED KINGDOM, VIA PANAMA CANAL. LARGE MODERN TWIN-SCREW PASSENGER STEAMERS. With Unsurpassed Accommodation. Steamer. From About 1927 *†REMUERA, Wellington, Feb. 18. xxRIMUTAKA, Wellington, early Mar. *†RUAHINE, Wellington, April 22. xxRUAPEHU, Wellington, April. *†ROTORUA, Wellington, June 3. *†REMUERA, Wellington, July 16. *†RUAHINE, Wellington, Sept. 10. *Oil fuel. †Calls at Pitcairn Island, subject to weather conditions permitting. xxIntermediate saloon. Return tickets are interchangeable with P. and O. and Orient Lines (via Suez), C. A. and Union Lines (via Canada and America), or Aberdeen and Blue Funnel Lines (via South Africa). For further particulars apply THE NEW ZEALAND SHIPPING COMPANY, LIMITED. LAMB & POINTON, PERRY STREET. Local Agents. [1550,1057,1791,1266]
column-heading: LAND FOR SALE. [1550,67,1791,83]
ad-footer: (Down right-of-way next Fire Brigade Station.) Sole Wairarapa and Bush Districts Agent for the Hupmobile Cars. [537,1354,778,1391]
ad-subtitle-3: PALMERSTON NORTH. [1364,1438,1471,1450]
ad-ross-co [1044,265,1285,352]
ad-auctioneering-agency [1044,996,1285,1098]
ad-line: The Oldest-Established and Principal Agency in the District. [1312,156,1523,178]
ad-line: 3400 4 and 5-YEAR EWES [284,371,446,387]
ad-betty [1297,552,1538,873]
ad-title: MARTINBOROUGH EWE FAIR. [312,197,497,210]
ad-sheep-farm [791,1191,1031,1425]
ad-subtitle-2: THOMPSON'S. [1372,1229,1463,1244]
ad-swan-bacon [537,852,778,1092]
ad-title: MIXED FARM. [1121,447,1207,460]
ad-best-propositions [1044,89,1285,265]
ad-farm-172-acres [1297,873,1538,1128]
ad-date: WEDNESDAY, the 2nd DAY OF MARCH, 1927. [555,94,760,105]
